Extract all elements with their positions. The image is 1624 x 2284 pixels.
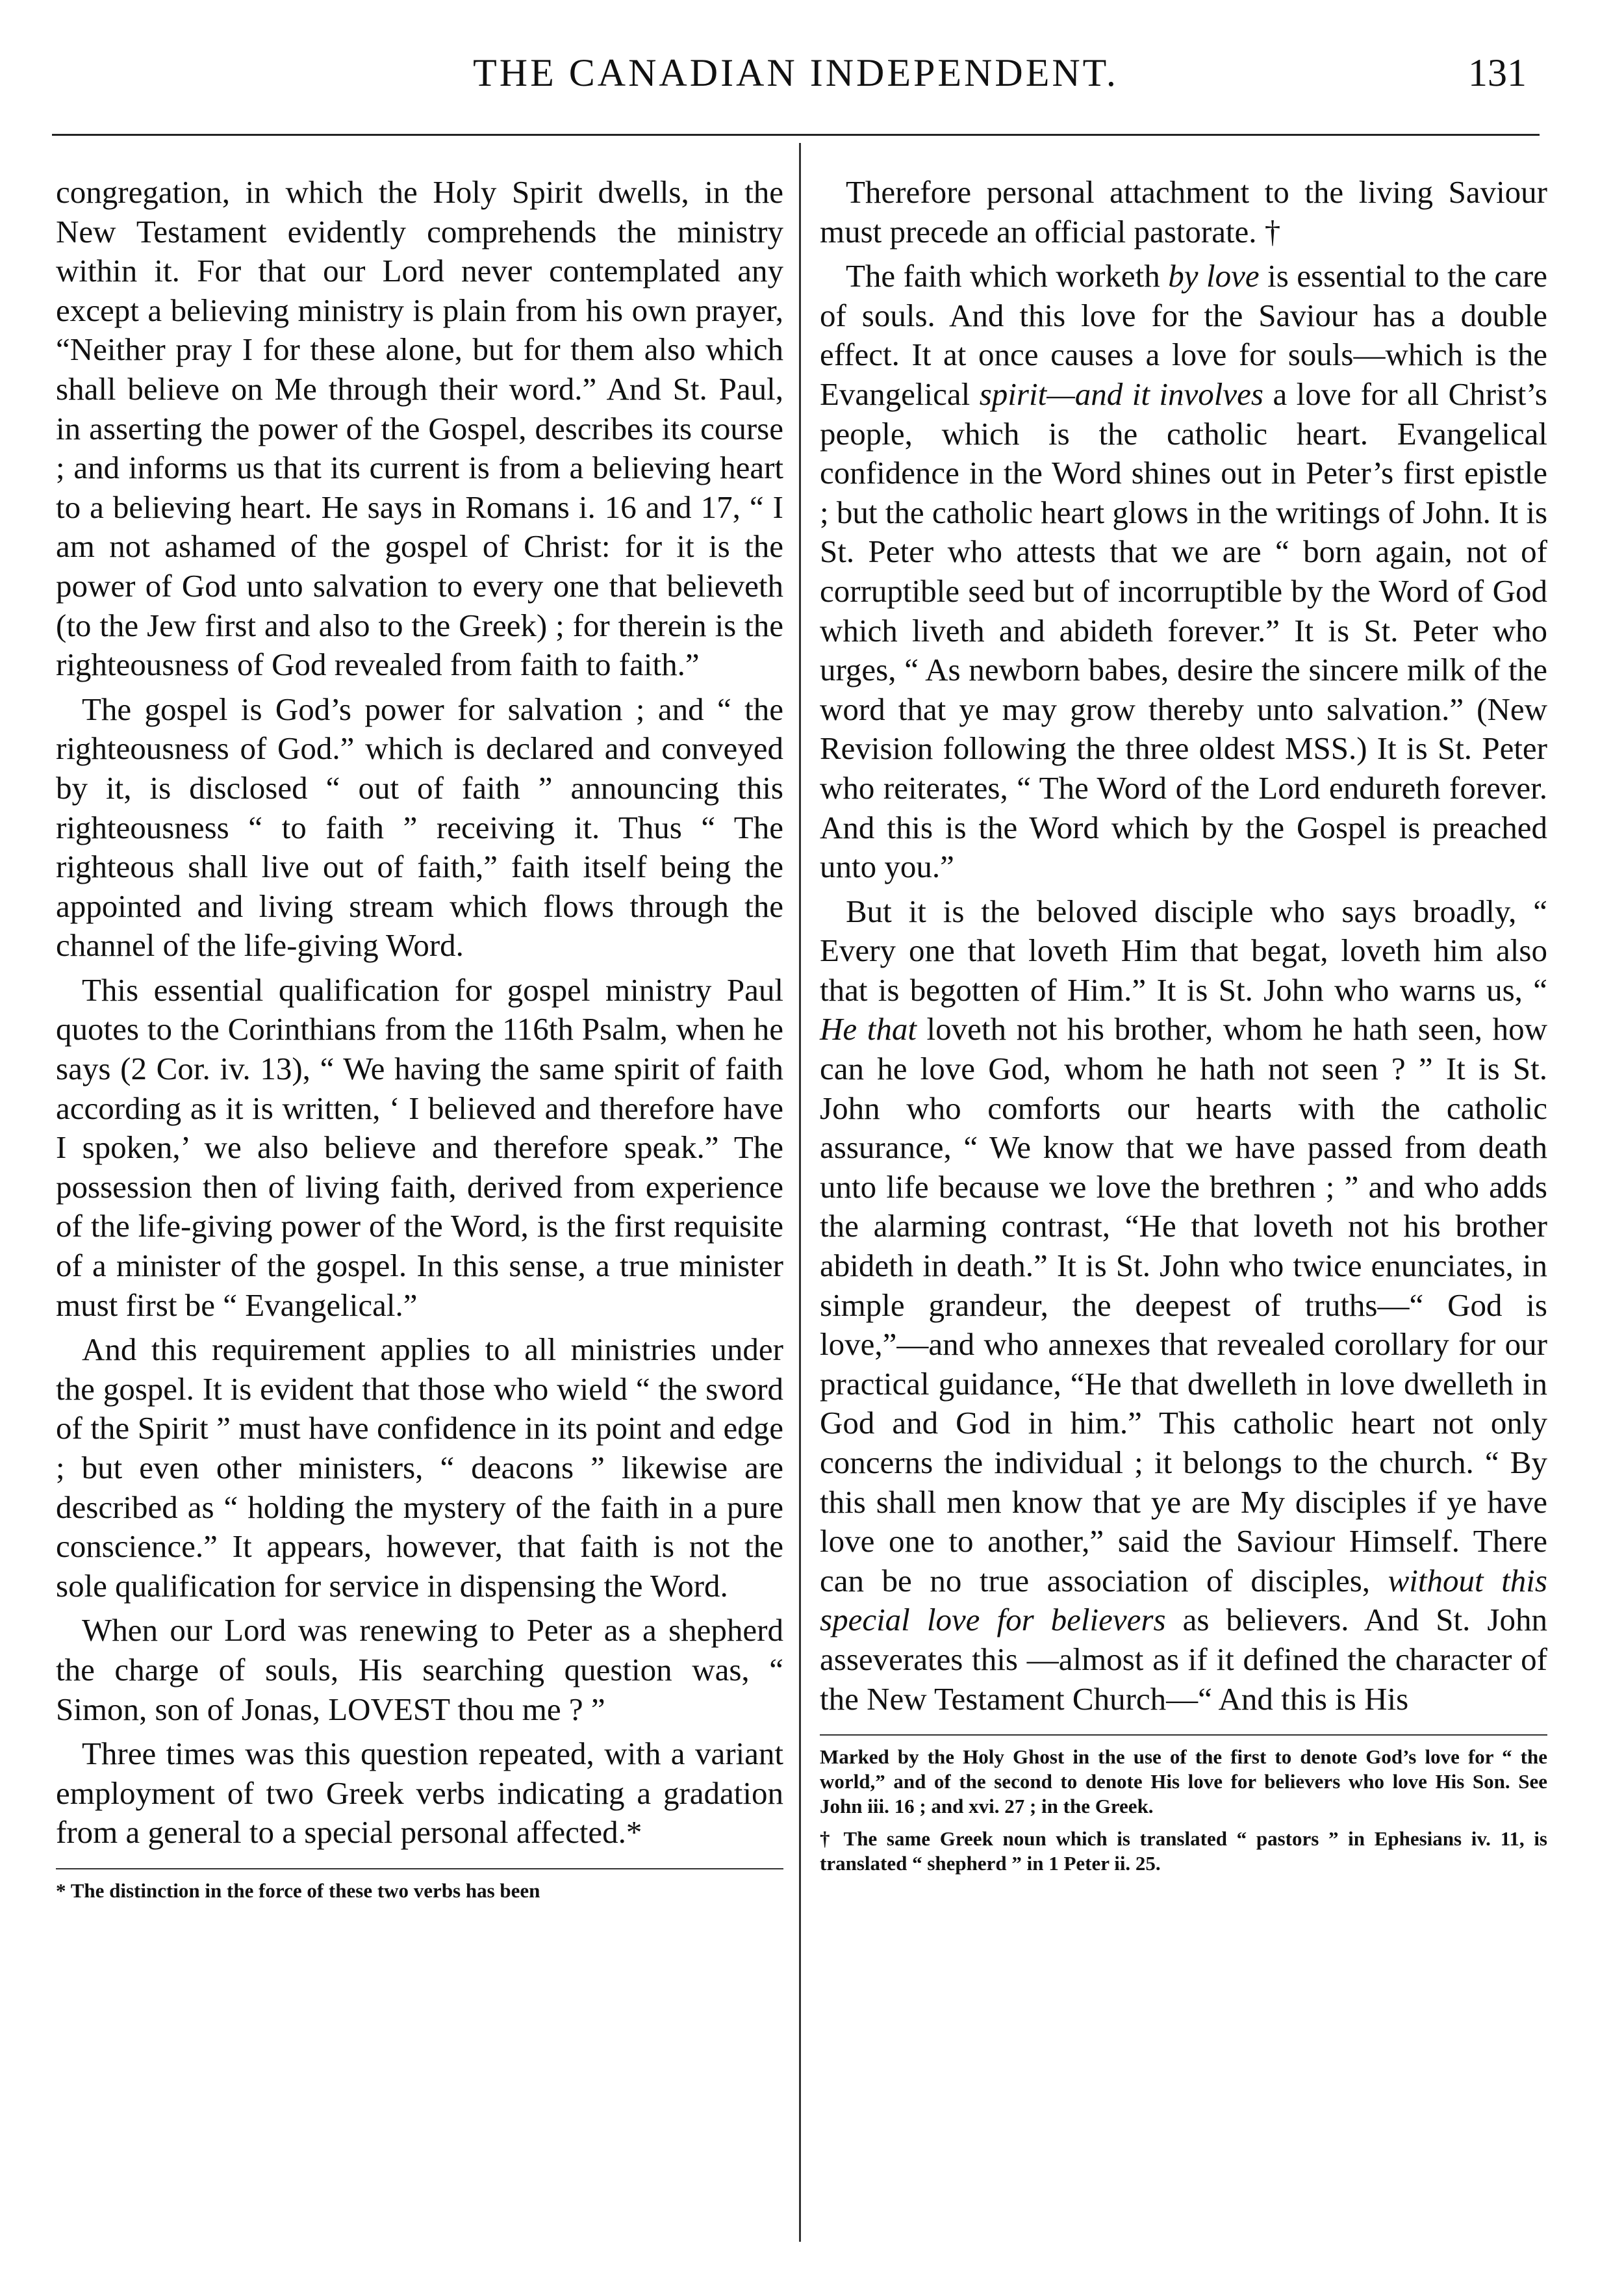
left-paragraph-5: When our Lord was renewing to Peter as a shepherd the charge of souls, His searching question was, “ Simon, son of Jonas, LOVEST thou me ? ” [56,1612,783,1727]
left-footnote: * The distinction in the force of these two verbs has been [56,1879,540,1902]
right-footnote-2: † The same Greek noun which is translated “ pastors ” in Ephesians iv. 11, is translated “ shepherd ” in 1 Peter ii. 25. [820,1827,1547,1875]
text-run: The faith which worketh [846,258,1169,294]
right-paragraph-2 [820,257,1547,887]
page-number: 131 [1468,51,1527,94]
page-header [39,26,1553,104]
right-paragraph-3 [820,892,1547,1719]
header-rule [52,134,1540,136]
right-footnote-rule [820,1734,1547,1736]
left-column [56,173,783,1903]
text-run: loveth not his brother, whom he hath seen, how can he love God, whom he hath not seen ? ” It is St. John who comforts our hearts with the catholic assurance, “ We know that we have passed from death unto life because we love the brethren ; ” and who adds the alarming contrast, “He that loveth not his brother abideth in death.” It is St. John who twice enunciates, in simple grandeur, the deepest of truths—“ God is love,”—and who annexes that revealed corollary for our practical guidance, “He that dwelleth in love dwelleth in God and God in him.” This catholic heart not only concerns the individual ; it belongs to the church. “ By this shall men know that ye are My disciples if ye have love one to another,” said the Saviour Himself. There can be no true association of disciples, [820,1011,1547,1598]
left-paragraph-3: This essential qualification for gospel ministry Paul quotes to the Corinthians from the 116th Psalm, when he says (2 Cor. iv. 13), “ We having the same spirit of faith according as it is written, ‘ I believed and therefore have I spoken,’ we also believe and therefore speak.” The possession then of living faith, derived from experience of the life-giving power of the Word, is the first requisite of a minister of the gospel. In this sense, a true minister must first be “ Evangelical.” [56,971,783,1323]
text-run: a love for all Christ’s people, which is the catholic heart. Evangelical confidence in the Word shines out in Peter’s first epistle ; but the catholic heart glows in the writings of John. It is St. Peter who attests that we are “ born again, not of corruptible seed but of incorruptible by the Word of God which liveth and abideth forever.” It is St. Peter who urges, “ As newborn babes, desire the sincere milk of the word that ye may grow thereby unto salvation.” (New Revision following the three oldest MSS.) It is St. Peter who reiterates, “ The Word of the Lord endureth forever. And this is the Word which by the Gospel is preached unto you.” [820,376,1548,885]
italic-text: without this special love for believers [820,1562,1547,1638]
right-footnote-1: Marked by the Holy Ghost in the use of the first to denote God’s love for “ the world,” and of the second to denote His love for believers who love His Son. See John iii. 16 ; and xvi. 27 ; in the Greek. [820,1745,1547,1818]
left-paragraph-1: congregation, in which the Holy Spirit dwells, in the New Testament evidently comprehends the ministry within it. For that our Lord never contemplated any except a believing ministry is plain from his own prayer, “Neither pray I for these alone, but for them also which shall believe on Me through their word.” And St. Paul, in asserting the power of the Gospel, describes its course ; and informs us that its current is from a believing heart to a believing heart. He says in Romans i. 16 and 17, “ I am not ashamed of the gospel of Christ: for it is the power of God unto salvation to every one that believeth (to the Jew first and also to the Greek) ; for therein is the righteousness of God revealed from faith to faith.” [56,174,783,683]
right-column [820,173,1547,1876]
running-title: THE CANADIAN INDEPENDENT. [473,51,1119,94]
left-paragraph-6: Three times was this question repeated, with a variant employment of two Greek verbs indicating a gradation from a general to a special personal affected.* [56,1736,783,1851]
left-paragraph-2: The gospel is God’s power for salvation ; and “ the righteousness of God.” which is declared and conveyed by it, is disclosed “ out of faith ” announcing this righteousness “ to faith ” receiving it. Thus “ The righteous shall live out of faith,” faith itself being the appointed and living stream which flows through the channel of the life-giving Word. [56,691,783,964]
column-divider [799,143,801,2242]
right-paragraph-1: Therefore personal attachment to the living Saviour must precede an official pastorate. † [820,174,1547,250]
italic-text: spirit—and it involves [979,376,1263,412]
left-paragraph-4: And this requirement applies to all ministries under the gospel. It is evident that those who wield “ the sword of the Spirit ” must have confidence in its point and edge ; but even other ministers, “ deacons ” likewise are described as “ holding the mystery of the faith in a pure conscience.” It appears, however, that faith is not the sole qualification for service in dispensing the Word. [56,1331,783,1604]
text-run: as believers. And St. John asseverates this —almost as if it defined the character of the New Testament Church—“ And this is His [820,1602,1547,1717]
text-run: But it is the beloved disciple who says broadly, “ Every one that loveth Him that begat, loveth him also that is begotten of Him.” It is St. John who warns us, “ [820,893,1547,1008]
newspaper-page [39,26,1553,2255]
italic-text: by love [1168,258,1260,294]
italic-text: He that [820,1011,917,1047]
left-footnote-rule [56,1868,783,1869]
text-run: is essential to the care of souls. And this love for the Saviour has a double effect. It at once causes a love for souls—which is the Evangelical [820,258,1548,412]
